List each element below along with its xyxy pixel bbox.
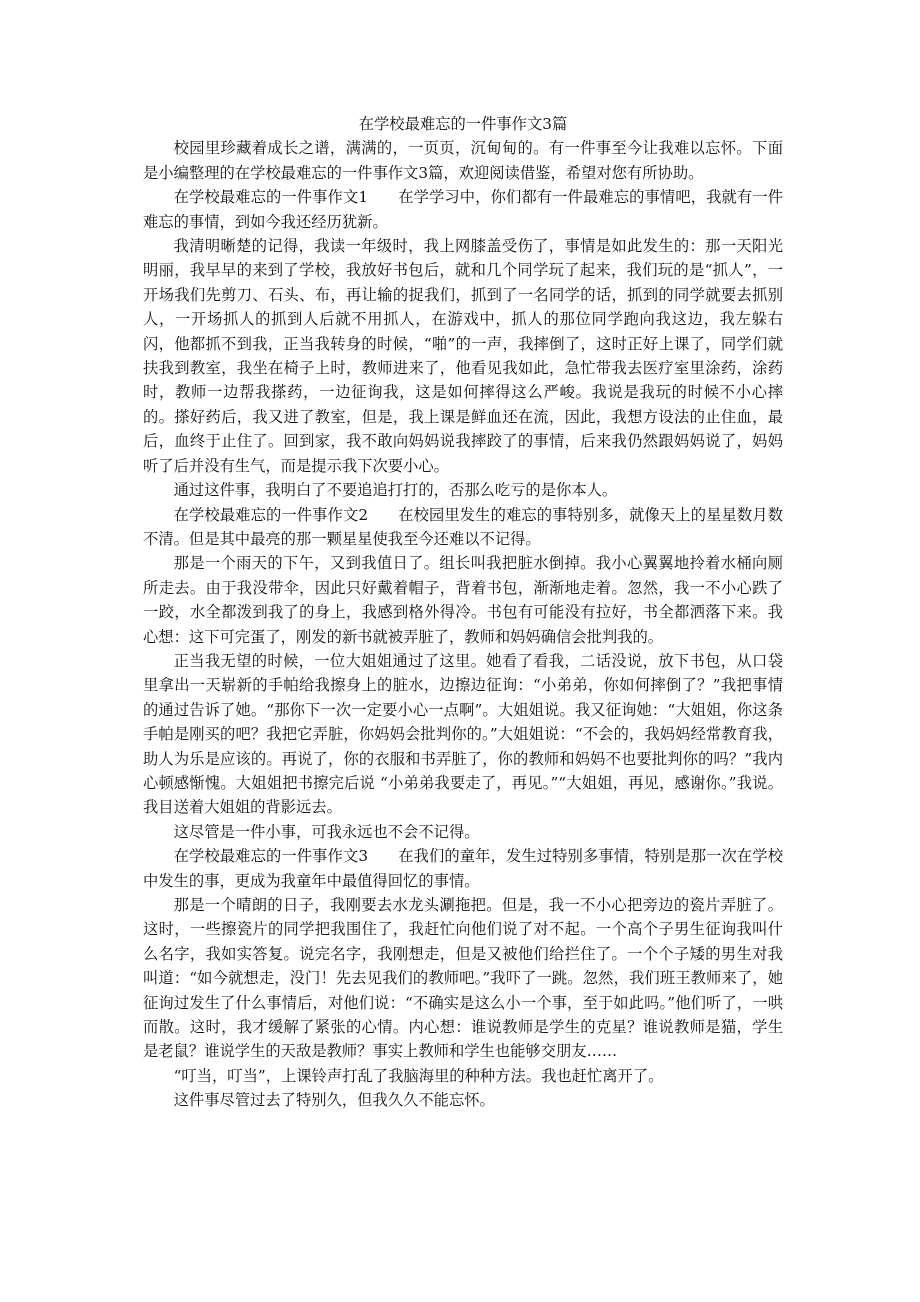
- essay-2-opening-paragraph: [143, 503, 783, 552]
- paragraph-text: 在学学习中，你们都有一件最难忘的事情吧，我就有一件难忘的事情，到如今我还经历犹新。: [143, 188, 783, 231]
- paragraph-text: 校园里珍藏着成长之谱，满满的，一页页，沉甸甸的。有一件事至今让我难以忘怀。下面是小编整理的在学校最难忘的一件事作文3篇，欢迎阅读借鉴，希望对您有所协助。: [143, 139, 783, 182]
- paragraph-text: 在校园里发生的难忘的事特别多，就像天上的星星数月数不清。但是其中最亮的那一颗星星使我至今还难以不记得。: [143, 505, 783, 548]
- paragraph-text: 我清明晰楚的记得，我读一年级时，我上网膝盖受伤了，事情是如此发生的：那一天阳光明丽，我早早的来到了学校，我放好书包后，就和几个同学玩了起来，我们玩的是“抓人”，一开场我们先剪刀、石头、布，再让输的捉我们，抓到了一名同学的话，抓到的同学就要去抓别人，一开场抓人的抓到人后就不用抓人，在游戏中，抓人的那位同学跑向我这边，我左躲右闪，他都抓不到我，正当我转身的时候，“啪”的一声，我摔倒了，这时正好上课了，同学们就扶我到教室，我坐在椅子上时，教师进来了，他看见我如此，急忙带我去医疗室里涂药，涂药时，教师一边帮我搽药，一边征询我，这是如何摔得这么严峻。我说是我玩的时候不小心摔的。搽好药后，我又进了教室，但是，我上课是鲜血还在流，因此，我想方设法的止住血，最后，血终于止住了。回到家，我不敢向妈妈说我摔跤了的事情，后来我仍然跟妈妈说了，妈妈听了后并没有生气，而是提示我下次要小心。: [143, 237, 783, 475]
- paragraph-text: 在我们的童年，发生过特别多事情，特别是那一次在学校中发生的事，更成为我童年中最值得回忆的事情。: [143, 847, 783, 890]
- essay-3-heading: 在学校最难忘的一件事作文3: [173, 847, 369, 866]
- essay-1-paragraph: [143, 234, 783, 478]
- paragraph-text: 这尽管是一件小事，可我永远也不会不记得。: [173, 822, 480, 841]
- paragraph-text: 那是一个晴朗的日子，我刚要去水龙头涮拖把。但是，我一不小心把旁边的瓷片弄脏了。这时，一些擦瓷片的同学把我围住了，我赶忙向他们说了对不起。一个高个子男生征询我叫什么名字，我如实答复。说完名字，我刚想走，但是又被他们给拦住了。一个个子矮的男生对我叫道：“如今就想走，没门！先去见我们的教师吧。”我吓了一跳。忽然，我们班王教师来了，她征询过发生了什么事情后，对他们说：“不确实是这么小一个事，至于如此吗。”他们听了，一哄而散。这时，我才缓解了紧张的心情。内心想：谁说教师是学生的克星？谁说教师是猫，学生是老鼠？谁说学生的天敌是教师？事实上教师和学生也能够交朋友……: [143, 896, 783, 1061]
- document-title: 在学校最难忘的一件事作文3篇: [358, 115, 568, 133]
- essay-1-paragraph: [143, 478, 783, 502]
- document-body: [143, 112, 783, 1113]
- essay-2-heading: 在学校最难忘的一件事作文2: [173, 505, 369, 524]
- paragraph-text: 正当我无望的时候，一位大姐姐通过了这里。她看了看我，二话没说，放下书包，从口袋里拿出一天崭新的手帕给我擦身上的脏水，边擦边征询：“小弟弟，你如何摔倒了？”我把事情的通过告诉了她。“那你下一次一定要小心一点啊”。大姐姐说。我又征询她：“大姐姐，你这条手帕是刚买的吧？我把它弄脏，你妈妈会批判你的。”大姐姐说：“不会的，我妈妈经常教育我，助人为乐是应该的。再说了，你的衣服和书弄脏了，你的教师和妈妈不也要批判你的吗？”我内心顿感惭愧。大姐姐把书擦完后说 “小弟弟我要走了，再见。”“大姐姐，再见，感谢你。”我说。我目送着大姐姐的背影远去。: [143, 651, 783, 817]
- essay-3-paragraph: [143, 893, 783, 1064]
- intro-paragraph: [143, 136, 783, 185]
- essay-2-paragraph: [143, 551, 783, 649]
- paragraph-text: “叮当，叮当”，上课铃声打乱了我脑海里的种种方法。我也赶忙离开了。: [173, 1066, 664, 1085]
- essay-1-heading: 在学校最难忘的一件事作文1: [173, 188, 369, 207]
- paragraph-text: 通过这件事，我明白了不要追追打打的，否那么吃亏的是你本人。: [173, 481, 618, 500]
- essay-3-paragraph: [143, 1064, 783, 1088]
- essay-2-paragraph: [143, 649, 783, 820]
- essay-1-opening-paragraph: [143, 185, 783, 234]
- paragraph-text: 那是一个雨天的下午，又到我值日了。组长叫我把脏水倒掉。我小心翼翼地拎着水桶向厕所走去。由于我没带伞，因此只好戴着帽子，背着书包，渐渐地走着。忽然，我一不小心跌了一跤，水全都泼到我了的身上，我感到格外得冷。书包有可能没有拉好，书全都洒落下来。我心想：这下可完蛋了，刚发的新书就被弄脏了，教师和妈妈确信会批判我的。: [143, 554, 783, 646]
- paragraph-text: 这件事尽管过去了特别久，但我久久不能忘怀。: [173, 1091, 495, 1110]
- essay-3-opening-paragraph: [143, 844, 783, 893]
- essay-2-paragraph: [143, 820, 783, 844]
- essay-3-paragraph: [143, 1088, 783, 1112]
